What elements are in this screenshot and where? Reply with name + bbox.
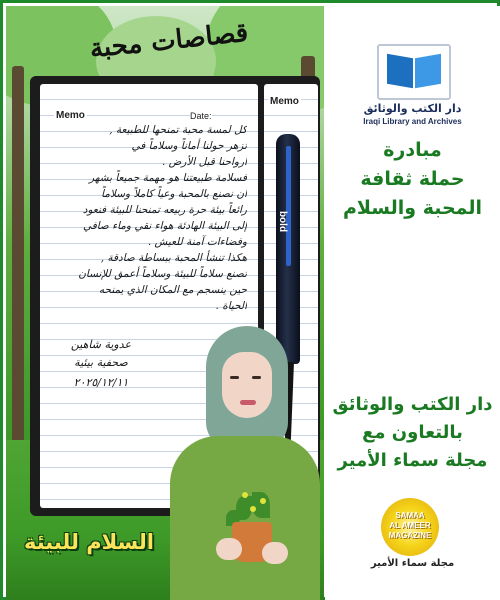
magazine-logo-line: MAGAZINE [388,531,432,540]
initiative-headline [325,136,500,223]
initiative-line: حملة ثقافة [360,168,465,190]
library-logo [377,44,451,100]
plant-flower [242,492,248,498]
magazine-logo-line: AL AMEER [389,521,431,530]
note-line: كل لمسة محبة تمنحها للطبيعة , [109,124,247,136]
memo-label-left: Memo [56,110,85,121]
pen-clip [286,146,291,266]
hand [262,542,288,564]
title-calligraphy: قصاصات محبة [88,17,250,65]
note-line: حين ينسجم مع المكان الذي يمنحه [98,284,247,296]
hand [216,538,242,560]
pen-brand: bold [277,210,289,233]
book-icon [415,54,441,89]
face [222,352,272,418]
park-photo [6,6,324,600]
collaboration-headline [325,391,500,475]
note-line: تزهر حولنا أماناً وسلاماً في [131,140,247,152]
collab-line: دار الكتب والوثائق [332,394,493,415]
note-line: هكذا تنشأ المحبة ببساطة صادقة , [100,252,247,264]
library-name-english: Iraqi Library and Archives [363,117,462,126]
memo-label-right: Memo [270,96,299,107]
handwritten-note [42,122,247,314]
note-line: أرواحنا قبل الأرض . [162,156,247,168]
note-line: وفضاءات آمنة للعيش . [147,236,247,248]
note-line: تصنع سلاماً للبيئة وسلاماً أعمق للإنسان [78,268,247,280]
collab-line: مجلة سماء الأمير [337,450,488,471]
woman-portrait [166,324,316,600]
plant-leaf [252,492,270,518]
eye [252,376,261,379]
collab-line: بالتعاون مع [362,422,463,443]
eye [230,376,239,379]
book-icon [387,54,413,89]
library-name-arabic: دار الكتب والوثائق [363,102,462,115]
lips [240,400,256,405]
note-line: إلى البيئة الهادئة هواء نقي وماء صافي [82,220,247,232]
magazine-caption: مجلة سماء الأمير [370,558,455,569]
note-line: أن نصنع بالمحبة وعياً كاملاً وسلاماً [101,188,247,200]
magazine-logo-text [371,511,449,541]
date-label: Date: [190,111,212,121]
peace-for-environment-label: السلام للبيئة [23,530,154,554]
signature-role: صحفية بيئية [74,356,128,369]
initiative-line: المحبة والسلام [342,197,483,219]
note-line: رائعاً بيئة حرة ربيعه تمنحنا للبيئة فنعود [82,204,247,216]
magazine-logo-line: SAMAA [395,511,425,520]
plant-flower [260,498,266,504]
right-panel [325,6,500,600]
plant-flower [250,506,256,512]
initiative-line: مبادرة [383,139,442,161]
signature-date: ٢٠٢٥/١٢/١١ [73,376,129,389]
note-line: فسلامة طبيعتنا هو مهمة جميعاً بشهر [89,172,247,184]
signature-name: عدوية شاهين [70,338,132,351]
note-line: الحياة . [215,300,247,312]
